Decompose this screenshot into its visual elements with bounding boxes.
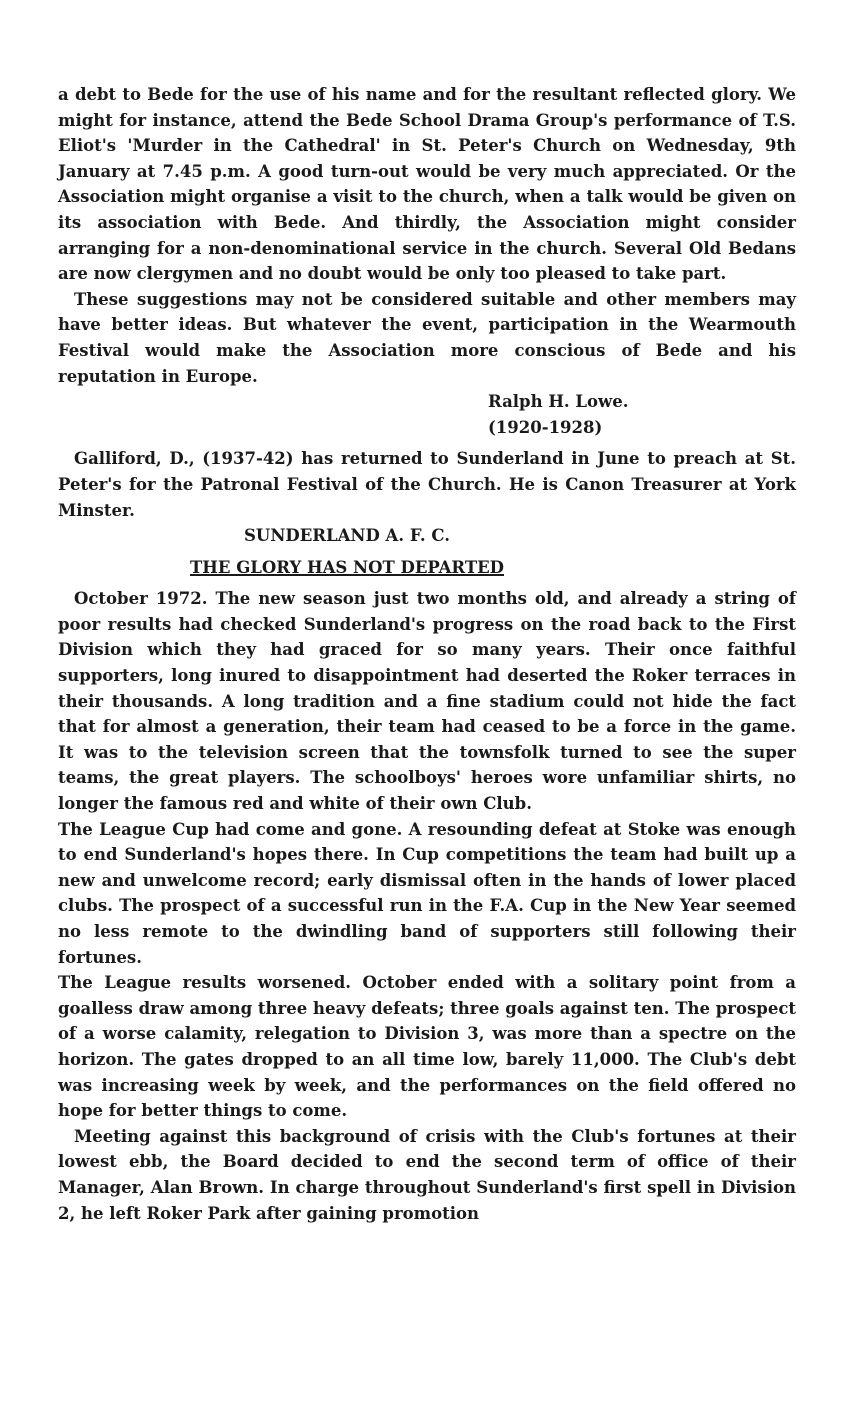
section-heading: SUNDERLAND A. F. C. bbox=[244, 526, 450, 546]
paragraph-festival: These suggestions may not be considered suitable and other members may have better ideas. But whatever the event, participation in the Wearmouth Festival would make the Association more conscious of Bede and his reputation in Europe. bbox=[58, 289, 796, 386]
section-subheading-text: THE GLORY HAS NOT DEPARTED bbox=[190, 557, 504, 577]
signature-years: (1920-1928) bbox=[488, 417, 603, 437]
paragraph-october-1972: October 1972. The new season just two months old, and already a string of poor results had checked Sunderland's progress on the road back to the First Division which they had graced for so many years. Their once faithful supporters, long inured to disappointment had deserted the Roker terraces in their thousands. A long tradition and a fine stadium could not hide the fact that for almost a generation, their team had ceased to be a force in the game. It was to the television screen that the townsfolk turned to see the super teams, the great players. The schoolboys' heroes wore unfamiliar shirts, no longer the famous red and white of their own Club. bbox=[58, 589, 796, 814]
paragraph-bede-suggestions: a debt to Bede for the use of his name and for the resultant reflected glory. We might for instance, attend the Bede School Drama Group's performance of T.S. Eliot's 'Murder in the Cathedral' in St. Peter's Church on Wednesday, 9th January at 7.45 p.m. A good turn-out would be very much appreciated. Or the Association might organise a visit to the church, when a talk would be given on its association with Bede. And thirdly, the Association might consider arranging for a non-denominational service in the church. Several Old Bedans are now clergymen and no doubt would be only too pleased to take part. bbox=[58, 85, 796, 284]
paragraph-league-cup: The League Cup had come and gone. A resounding defeat at Stoke was enough to end Sunderland's hopes there. In Cup competitions the team had built up a new and unwelcome record; early dismissal often in the hands of lower placed clubs. The prospect of a successful run in the F.A. Cup in the New Year seemed no less remote to the dwindling band of supporters still following their fortunes. bbox=[58, 819, 796, 967]
paragraph-galliford-note: Galliford, D., (1937-42) has returned to Sunderland in June to preach at St. Peter's for the Patronal Festival of the Church. He is Canon Treasurer at York Minster. bbox=[58, 449, 796, 520]
section-subheading bbox=[58, 555, 796, 581]
paragraph-board-decision: Meeting against this background of crisis with the Club's fortunes at their lowest ebb, the Board decided to end the second term of office of their Manager, Alan Brown. In charge throughout Sunderland's first spell in Division 2, he left Roker Park after gaining promotion bbox=[58, 1126, 796, 1223]
document-body bbox=[58, 82, 796, 1226]
paragraph-league-results: The League results worsened. October ended with a solitary point from a goalless draw among three heavy defeats; three goals against ten. The prospect of a worse calamity, relegation to Division 3, was more than a spectre on the horizon. The gates dropped to an all time low, barely 11,000. The Club's debt was increasing week by week, and the performances on the field offered no hope for better things to come. bbox=[58, 973, 796, 1121]
signature-name: Ralph H. Lowe. bbox=[488, 392, 629, 412]
